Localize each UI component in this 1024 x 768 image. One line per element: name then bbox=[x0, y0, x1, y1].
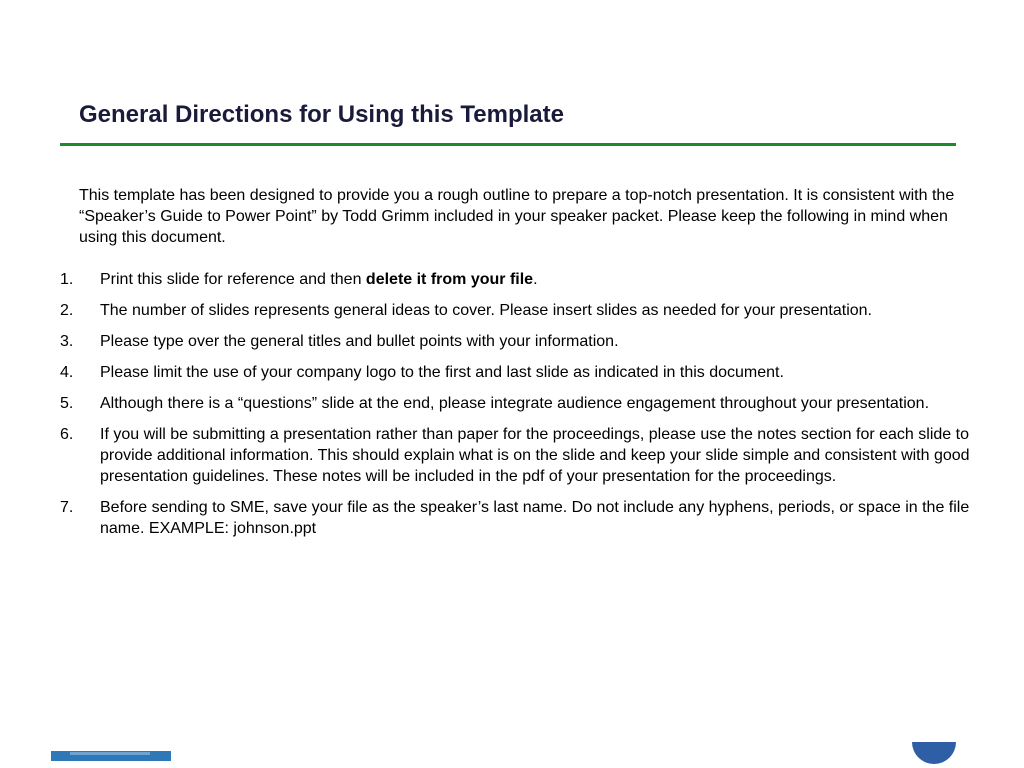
list-item-text: Although there is a “questions” slide at the end, please integrate audience engagement throughout your presentation. bbox=[100, 395, 930, 412]
list-item-text: Before sending to SME, save your file as the speaker’s last name. Do not include any hyphens, periods, or space in the file name. EXAMPLE: johnson.ppt bbox=[100, 499, 970, 537]
list-item-number: 1. bbox=[60, 271, 74, 288]
list-item bbox=[60, 424, 980, 487]
list-item bbox=[60, 300, 980, 321]
list-item bbox=[60, 362, 980, 383]
list-item-number: 4. bbox=[60, 364, 74, 381]
list-item bbox=[60, 393, 980, 414]
title-divider bbox=[60, 143, 956, 146]
step-text-end: . bbox=[533, 271, 538, 288]
directions-list bbox=[60, 269, 980, 549]
footer-logo-mark bbox=[70, 752, 150, 755]
list-item-text: The number of slides represents general ideas to cover. Please insert slides as needed for your presentation. bbox=[100, 302, 872, 319]
intro-paragraph: This template has been designed to provide you a rough outline to prepare a top-notch presentation. It is consistent with the “Speaker’s Guide to Power Point” by Todd Grimm included in your speaker packet. Please keep the following in mind when using this document. bbox=[79, 187, 955, 246]
list-item bbox=[60, 331, 980, 352]
list-item-number: 2. bbox=[60, 302, 74, 319]
list-item-number: 7. bbox=[60, 499, 74, 516]
step-text-plain: Print this slide for reference and then bbox=[100, 271, 366, 288]
list-item-text: Please limit the use of your company logo to the first and last slide as indicated in this document. bbox=[100, 364, 784, 381]
list-item-number: 6. bbox=[60, 426, 74, 443]
step-text-bold: delete it from your file bbox=[365, 271, 534, 288]
list-item-number: 5. bbox=[60, 395, 74, 412]
list-item-text bbox=[100, 269, 980, 290]
list-item-text: Please type over the general titles and bullet points with your information. bbox=[100, 333, 619, 350]
footer-circle-icon bbox=[912, 720, 956, 764]
list-item-text: If you will be submitting a presentation rather than paper for the proceedings, please use the notes section for each slide to provide additional information. This should explain what is on the slide and keep your slide simple and consistent with good presentation guidelines. These notes will be included in the pdf of your presentation for the proceedings. bbox=[100, 426, 970, 485]
slide-title: General Directions for Using this Template bbox=[79, 101, 564, 128]
list-item bbox=[60, 497, 980, 539]
list-item bbox=[60, 269, 980, 290]
list-item-number: 3. bbox=[60, 333, 74, 350]
